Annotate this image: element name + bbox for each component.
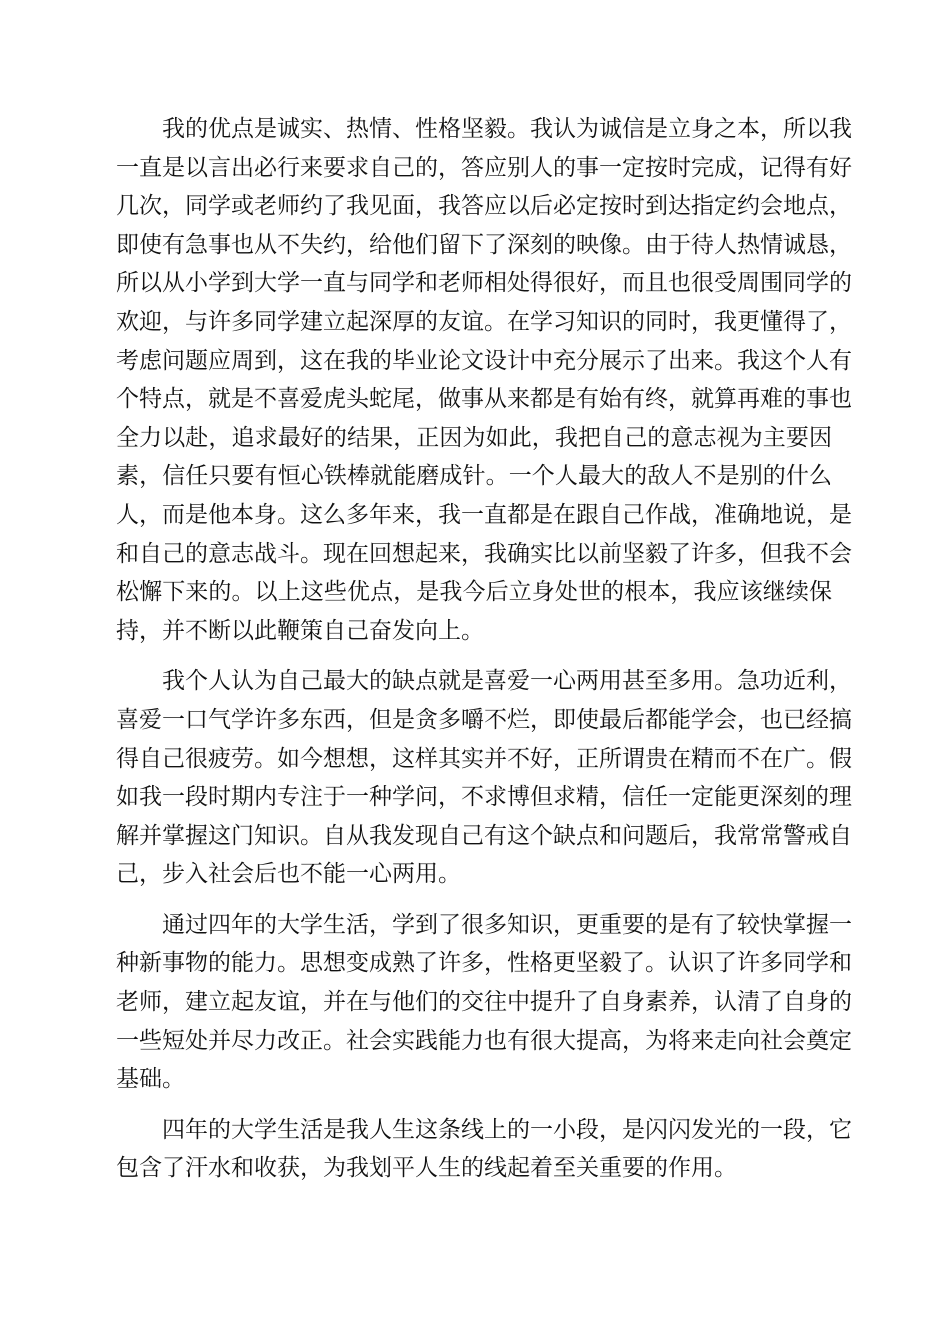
document-body [116, 110, 852, 1200]
text-line: 一直是以言出必行来要求自己的，答应别人的事一定按时完成，记得有好 [116, 154, 852, 181]
text-line: 老师，建立起友谊，并在与他们的交往中提升了自身素养，认清了自身的 [116, 989, 852, 1016]
text-line: 我个人认为自己最大的缺点就是喜爱一心两用甚至多用。急功近利， [162, 668, 852, 695]
text-line: 喜爱一口气学许多东西，但是贪多嚼不烂，即使最后都能学会，也已经搞 [116, 706, 852, 733]
paragraph-achievements [116, 906, 852, 1099]
text-line: 人，而是他本身。这么多年来，我一直都是在跟自己作战，准确地说，是 [116, 501, 852, 528]
text-line: 包含了汗水和收获，为我划平人生的线起着至关重要的作用。 [116, 1155, 737, 1182]
text-line: 个特点，就是不喜爱虎头蛇尾，做事从来都是有始有终，就算再难的事也 [116, 386, 852, 413]
paragraph-weaknesses [116, 662, 852, 894]
text-line: 通过四年的大学生活，学到了很多知识，更重要的是有了较快掌握一 [162, 911, 852, 938]
text-line: 考虑问题应周到，这在我的毕业论文设计中充分展示了出来。我这个人有 [116, 347, 852, 374]
text-line: 几次，同学或老师约了我见面，我答应以后必定按时到达指定约会地点， [116, 193, 852, 220]
text-line: 解并掌握这门知识。自从我发现自己有这个缺点和问题后，我常常警戒自 [116, 822, 852, 849]
paragraph-strengths [116, 110, 852, 650]
text-line: 和自己的意志战斗。现在回想起来，我确实比以前坚毅了许多，但我不会 [116, 540, 852, 567]
text-line: 所以从小学到大学一直与同学和老师相处得很好，而且也很受周围同学的 [116, 270, 852, 297]
text-line: 四年的大学生活是我人生这条线上的一小段，是闪闪发光的一段，它 [162, 1116, 852, 1143]
text-line: 持，并不断以此鞭策自己奋发向上。 [116, 617, 484, 644]
text-line: 即使有急事也从不失约，给他们留下了深刻的映像。由于待人热情诚恳， [116, 231, 852, 258]
text-line: 基础。 [116, 1066, 185, 1093]
text-line: 欢迎，与许多同学建立起深厚的友谊。在学习知识的同时，我更懂得了， [116, 308, 852, 335]
text-line: 我的优点是诚实、热情、性格坚毅。我认为诚信是立身之本，所以我 [162, 116, 852, 142]
text-line: 一些短处并尽力改正。社会实践能力也有很大提高，为将来走向社会奠定 [116, 1027, 852, 1054]
text-line: 素，信任只要有恒心铁棒就能磨成针。一个人最大的敌人不是别的什么 [116, 463, 832, 490]
text-line: 种新事物的能力。思想变成熟了许多，性格更坚毅了。认识了许多同学和 [116, 950, 852, 977]
text-line: 松懈下来的。以上这些优点，是我今后立身处世的根本，我应该继续保 [116, 579, 832, 606]
text-line: 己，步入社会后也不能一心两用。 [116, 861, 461, 888]
paragraph-conclusion [116, 1111, 852, 1188]
text-line: 得自己很疲劳。如今想想，这样其实并不好，正所谓贵在精而不在广。假 [116, 745, 852, 772]
text-line: 全力以赴，追求最好的结果，正因为如此，我把自己的意志视为主要因 [116, 424, 832, 451]
text-line: 如我一段时期内专注于一种学问，不求博但求精，信任一定能更深刻的理 [116, 784, 852, 811]
